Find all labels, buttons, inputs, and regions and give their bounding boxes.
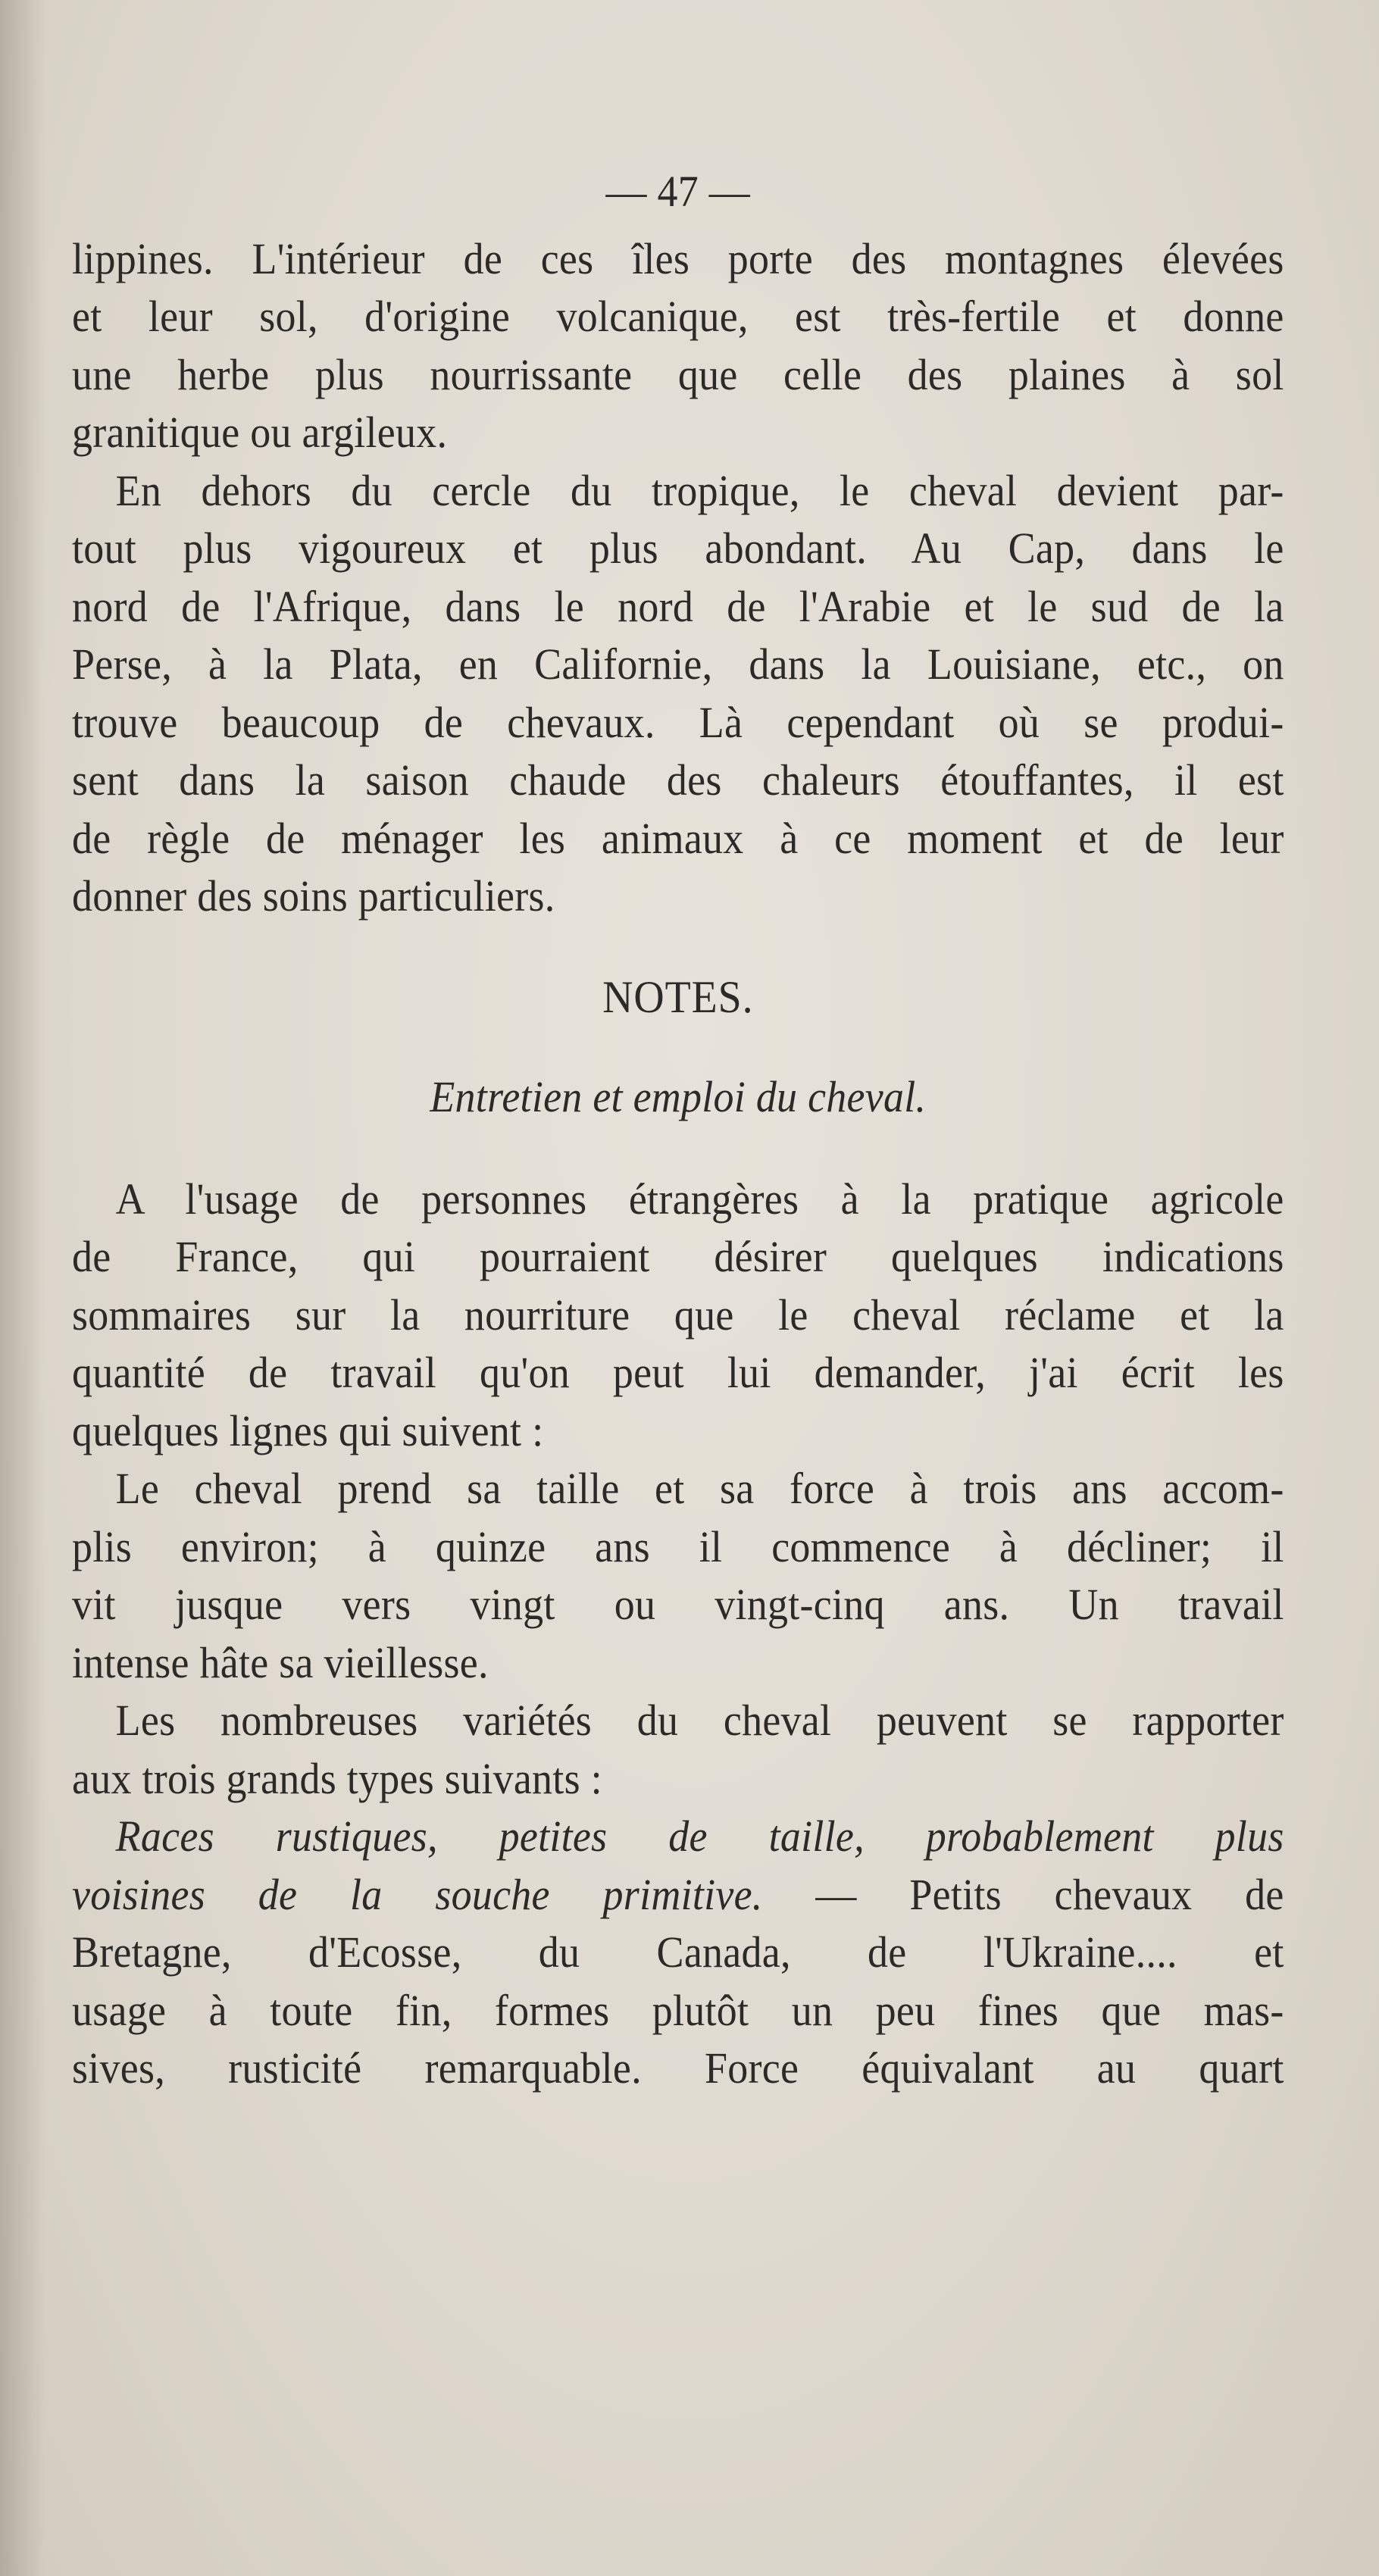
text-line: A l'usage de personnes étrangères à la pratique agricole (115, 1174, 1284, 1224)
text-line: donner des soins particuliers. (72, 871, 555, 921)
page-number: — 47 — (605, 167, 751, 216)
page-spine-shadow (0, 0, 45, 2576)
text-line: trouve beaucoup de chevaux. Là cependant où se produi- (72, 697, 1284, 747)
text-line: En dehors du cercle du tropique, le cheval devient par- (115, 465, 1284, 515)
text-line: tout plus vigoureux et plus abondant. Au Cap, dans le (72, 524, 1284, 573)
text-line: Les nombreuses variétés du cheval peuvent se rapporter (115, 1696, 1284, 1745)
text-line: Le cheval prend sa taille et sa force à trois ans accom- (115, 1464, 1284, 1513)
text-line: aux trois grands types suivants : (72, 1753, 602, 1803)
roman-run: — Petits chevaux de (762, 1869, 1284, 1919)
paragraph-rustic-races (72, 1808, 1284, 2098)
text-line: lippines. L'intérieur de ces îles porte des montagnes élevées (72, 233, 1284, 283)
text-line: plis environ; à quinze ans il commence à décliner; il (72, 1521, 1284, 1571)
text-line: nord de l'Afrique, dans le nord de l'Arabie et le sud de la (72, 581, 1284, 631)
text-line: une herbe plus nourrissante que celle des plaines à sol (72, 349, 1284, 399)
text-line: de France, qui pourraient désirer quelques indications (72, 1232, 1284, 1281)
text-line: Bretagne, d'Ecosse, du Canada, de l'Ukraine.... et (72, 1927, 1284, 1977)
text-line: quelques lignes qui suivent : (72, 1405, 544, 1455)
notes-subheading: Entretien et emploi du cheval. (430, 1072, 927, 1121)
text-line: et leur sol, d'origine volcanique, est très-fertile et donne (72, 292, 1284, 341)
paragraph-age (72, 1460, 1284, 1692)
text-line: granitique ou argileux. (72, 408, 448, 457)
page-text (72, 163, 1284, 2098)
italic-run: voisines de la souche primitive. (72, 1869, 763, 1919)
notes-heading: NOTES. (602, 971, 754, 1022)
paragraph-climate (72, 462, 1284, 926)
text-line-mixed (72, 1866, 1284, 1924)
text-line: sent dans la saison chaude des chaleurs étouffantes, il est (72, 755, 1284, 805)
paragraph-usage (72, 1171, 1284, 1461)
text-line: quantité de travail qu'on peut lui demander, j'ai écrit les (72, 1348, 1284, 1397)
text-line-italic: Races rustiques, petites de taille, probablement plus (115, 1812, 1284, 1861)
text-line: sives, rusticité remarquable. Force équivalant au quart (72, 2043, 1284, 2093)
text-line: sommaires sur la nourriture que le cheval réclame et la (72, 1290, 1284, 1340)
text-line: vit jusque vers vingt ou vingt-cinq ans. Un travail (72, 1580, 1284, 1629)
text-line: Perse, à la Plata, en Californie, dans la Louisiane, etc., on (72, 639, 1284, 689)
paragraph-types (72, 1692, 1284, 1808)
text-line: intense hâte sa vieillesse. (72, 1637, 489, 1687)
paragraph-continuation (72, 230, 1284, 462)
text-line: de règle de ménager les animaux à ce moment et de leur (72, 813, 1284, 863)
text-line: usage à toute fin, formes plutôt un peu fines que mas- (72, 1985, 1284, 2035)
